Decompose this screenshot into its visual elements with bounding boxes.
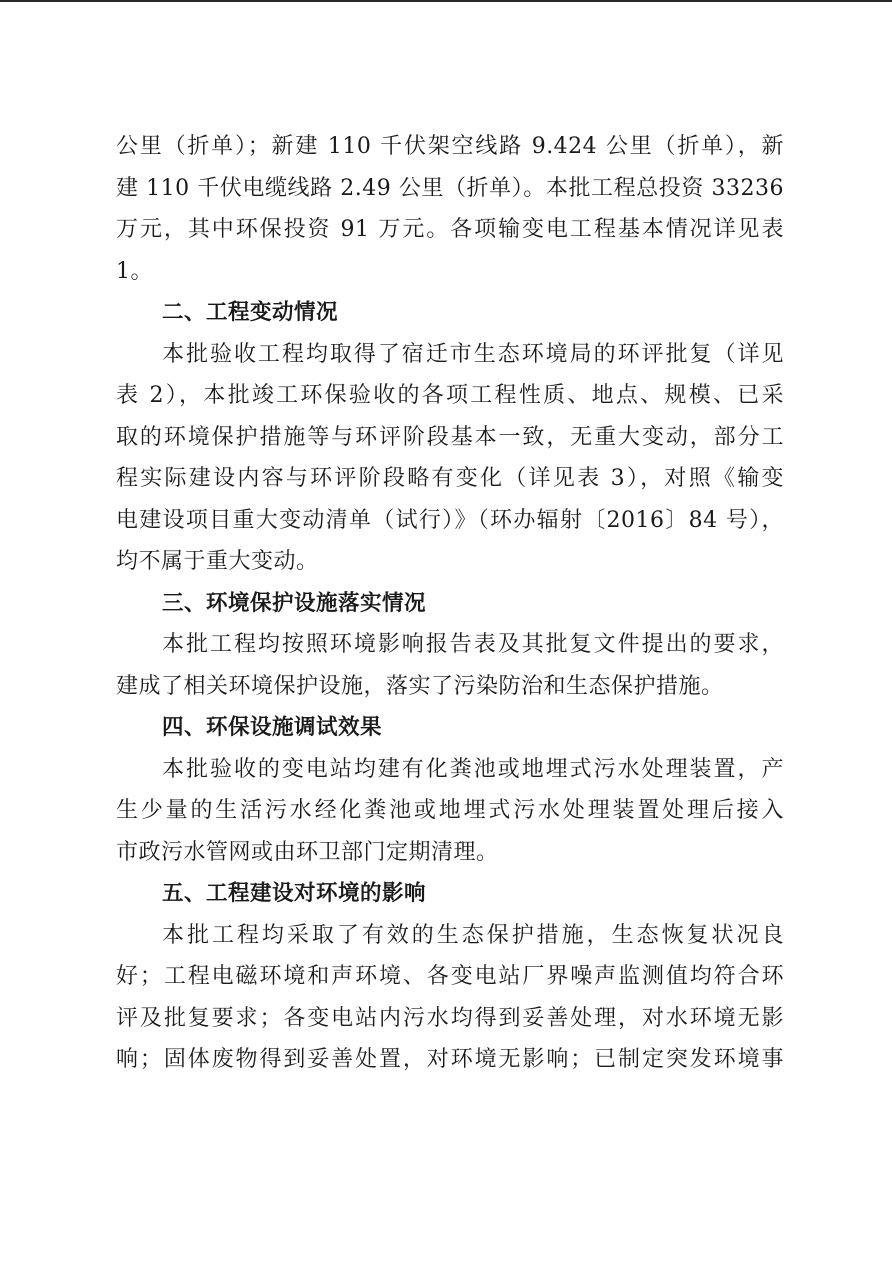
text-line: 表 2），本批竣工环保验收的各项工程性质、地点、规模、已采 — [116, 383, 784, 408]
text-line: 取的环境保护措施等与环评阶段基本一致，无重大变动，部分工 — [116, 424, 784, 450]
text-line: 万元，其中环保投资 91 万元。各项输变电工程基本情况详见表 — [116, 217, 784, 242]
text-line: 1。 — [116, 258, 153, 284]
text-line: 建 110 千伏电缆线路 2.49 公里（折单）。本批工程总投资 33236 — [116, 175, 784, 201]
text-line: 市政污水管网或由环卫部门定期清理。 — [116, 839, 499, 865]
text-line: 本批验收的变电站均建有化粪池或地埋式污水处理装置，产 — [162, 756, 784, 782]
page-top-border — [0, 0, 892, 2]
section-heading-project-changes: 二、工程变动情况 — [162, 300, 339, 325]
paragraph-debug-results — [116, 749, 784, 874]
section-heading-debug-results: 四、环保设施调试效果 — [162, 715, 383, 740]
text-line: 程实际建设内容与环评阶段略有变化（详见表 3），对照《输变 — [116, 466, 784, 491]
text-line: 评及批复要求；各变电站内污水均得到妥善处理，对水环境无影 — [116, 1005, 784, 1031]
text-line: 本批验收工程均取得了宿迁市生态环境局的环评批复（详见 — [162, 341, 784, 367]
text-line: 公里（折单）；新建 110 千伏架空线路 9.424 公里（折单），新 — [116, 134, 784, 159]
paragraph-env-facilities — [116, 624, 784, 707]
paragraph-project-overview — [116, 126, 784, 292]
text-line: 好；工程电磁环境和声环境、各变电站厂界噪声监测值均符合环 — [116, 964, 784, 989]
paragraph-env-impact — [116, 915, 784, 1081]
text-line: 均不属于重大变动。 — [116, 549, 319, 574]
text-line: 生少量的生活污水经化粪池或地埋式污水处理装置处理后接入 — [116, 798, 784, 823]
paragraph-project-changes — [116, 334, 784, 583]
text-line: 建成了相关环境保护设施，落实了污染防治和生态保护措施。 — [116, 673, 724, 699]
section-heading-env-facilities: 三、环境保护设施落实情况 — [162, 590, 427, 616]
text-line: 本批工程均采取了有效的生态保护措施，生态恢复状况良 — [162, 922, 784, 948]
text-line: 响；固体废物得到妥善处置，对环境无影响；已制定突发环境事 — [116, 1047, 784, 1072]
text-line: 本批工程均按照环境影响报告表及其批复文件提出的要求， — [162, 632, 784, 657]
text-line: 电建设项目重大变动清单（试行）》（环办辐射〔2016〕84 号）， — [116, 507, 784, 533]
section-heading-env-impact: 五、工程建设对环境的影响 — [162, 881, 427, 906]
document-body — [116, 126, 784, 1081]
